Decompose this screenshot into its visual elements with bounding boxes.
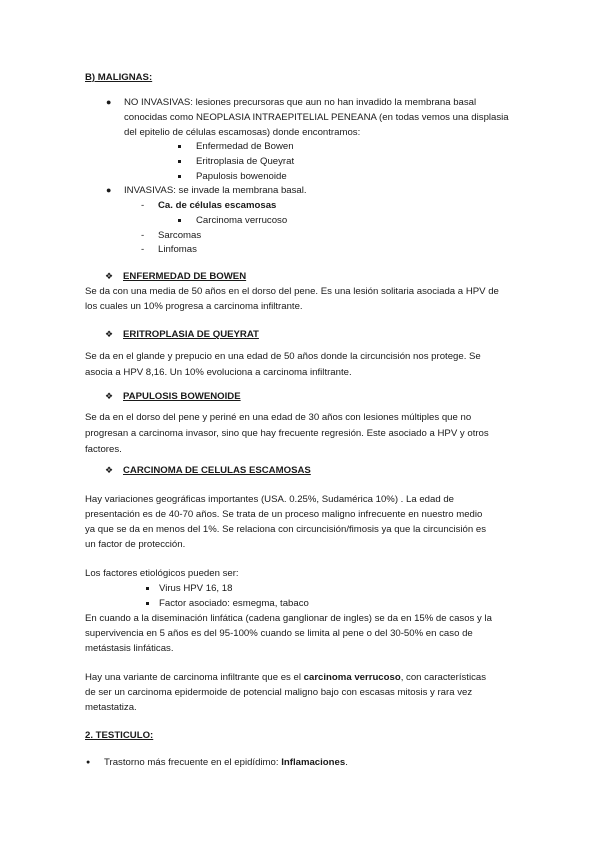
heading-carcinoma: CARCINOMA DE CELULAS ESCAMOSAS: [123, 465, 311, 476]
carcinoma-p1-line-4: un factor de protección.: [85, 539, 186, 550]
square-bullet-icon: [178, 219, 181, 222]
invasivas-line: INVASIVAS: se invade la membrana basal.: [124, 185, 307, 196]
diamond-bullet-icon: ❖: [105, 329, 114, 339]
heading-queyrat: ERITROPLASIA DE QUEYRAT: [123, 329, 259, 340]
item-sarcomas: Sarcomas: [158, 230, 202, 241]
square-bullet-icon: [178, 145, 181, 148]
bullet-icon: ●: [106, 97, 112, 107]
square-bullet-icon: [178, 160, 181, 163]
bowen-line-2: los cuales un 10% progresa a carcinoma infiltrante.: [85, 301, 303, 312]
carcinoma-p2-line-2: supervivencia en 5 años es del 95-100% cuando se limita al pene o del 30-50% en caso de: [85, 628, 473, 639]
queyrat-line-1: Se da en el glande y prepucio en una edad de 50 años donde la circuncisión nos protege. Se: [85, 351, 481, 362]
carcinoma-p3-text-a: Hay una variante de carcinoma infiltrante que es el: [85, 672, 304, 683]
papulosis-line-3: factores.: [85, 444, 122, 455]
carcinoma-p3-text-c: , con características: [400, 672, 487, 683]
factor-item-1: Virus HPV 16, 18: [159, 583, 233, 594]
ca-celulas-escamosas: Ca. de células escamosas: [158, 200, 277, 211]
section-heading-malignas: B) MALIGNAS:: [85, 72, 153, 83]
carcinoma-p2-line-3: metástasis linfáticas.: [85, 643, 174, 654]
testiculo-bullet-line: [104, 757, 348, 768]
carcinoma-p1-line-3: ya que se da en menos del 1%. Se relaciona con circuncisión/fimosis ya que la circuncisión es: [85, 524, 487, 535]
carcinoma-p2-line-1: En cuando a la diseminación linfática (cadena ganglionar de ingles) se da en 15% de casos y la: [85, 613, 492, 624]
diamond-bullet-icon: ❖: [105, 271, 114, 281]
square-bullet-icon: [146, 587, 149, 590]
carcinoma-p3-line-1: [85, 672, 486, 683]
sub-item-carcinoma-verrucoso: Carcinoma verrucoso: [196, 215, 288, 226]
square-bullet-icon: [146, 602, 149, 605]
testiculo-text-a: Trastorno más frecuente en el epidídimo:: [104, 757, 282, 768]
diamond-bullet-icon: ❖: [105, 465, 114, 475]
no-invasivas-line-3: del epitelio de células escamosas) donde encontramos:: [124, 127, 361, 138]
heading-papulosis: PAPULOSIS BOWENOIDE: [123, 391, 241, 402]
diamond-bullet-icon: ❖: [105, 391, 114, 401]
dash-icon: -: [141, 230, 145, 241]
section-heading-testiculo: 2. TESTICULO:: [85, 730, 154, 741]
testiculo-bold: Inflamaciones: [281, 757, 346, 768]
no-invasivas-line-2: conocidas como NEOPLASIA INTRAEPITELIAL PENEANA (en todas vemos una displasia: [124, 112, 509, 123]
sub-item-papulosis: Papulosis bowenoide: [196, 171, 287, 182]
dash-icon: -: [141, 200, 145, 211]
no-invasivas-line-1: NO INVASIVAS: lesiones precursoras que aun no han invadido la membrana basal: [124, 97, 477, 108]
carcinoma-p1-line-2: presentación es de 40-70 años. Se trata de un proceso maligno infrecuente en nuestro medio: [85, 509, 483, 520]
heading-bowen: ENFERMEDAD DE BOWEN: [123, 271, 247, 282]
bullet-icon: ●: [86, 759, 91, 766]
bullet-icon: ●: [106, 185, 112, 195]
square-bullet-icon: [178, 175, 181, 178]
bowen-line-1: Se da con una media de 50 años en el dorso del pene. Es una lesión solitaria asociada a HPV de: [85, 286, 499, 297]
carcinoma-p1-line-1: Hay variaciones geográficas importantes (USA. 0.25%, Sudamérica 10%) . La edad de: [85, 494, 455, 505]
carcinoma-p3-bold: carcinoma verrucoso: [303, 672, 401, 683]
testiculo-text-c: .: [345, 757, 348, 768]
papulosis-line-2: progresan a carcinoma invasor, sino que hay frecuente regresión. Este asociado a HPV y otros: [85, 428, 489, 439]
item-linfomas: Linfomas: [158, 244, 197, 255]
carcinoma-p3-line-2: de ser un carcinoma epidermoide de potencial maligno bajo con escasas mitosis y rara vez: [85, 687, 473, 698]
carcinoma-p3-line-3: metastatiza.: [85, 702, 137, 713]
queyrat-line-2: asocia a HPV 8,16. Un 10% evoluciona a carcinoma infiltrante.: [85, 367, 352, 378]
dash-icon: -: [141, 244, 145, 255]
papulosis-line-1: Se da en el dorso del pene y periné en una edad de 30 años con lesiones múltiples que no: [85, 412, 472, 423]
sub-item-queyrat: Eritroplasia de Queyrat: [196, 156, 295, 167]
factor-item-2: Factor asociado: esmegma, tabaco: [159, 598, 309, 609]
factores-intro: Los factores etiológicos pueden ser:: [85, 568, 239, 579]
sub-item-bowen: Enfermedad de Bowen: [196, 141, 294, 152]
